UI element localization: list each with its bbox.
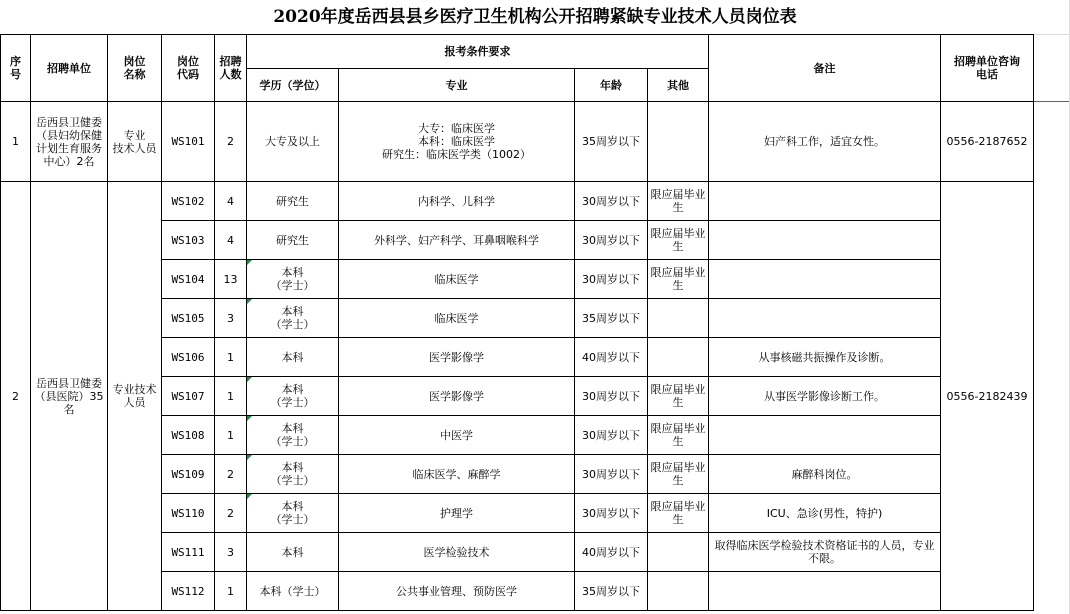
selection-line: [1033, 101, 1070, 102]
age-cell: 30周岁以下: [575, 416, 648, 455]
header-other: 其他: [648, 69, 709, 102]
major-cell: 医学影像学: [339, 338, 575, 377]
major-cell: 公共事业管理、预防医学: [339, 572, 575, 611]
position-code-cell: WS102: [162, 182, 215, 221]
education-cell: 本科 （学士）: [247, 377, 339, 416]
remarks-cell: 从事核磁共振操作及诊断。: [709, 338, 941, 377]
position-code-cell: WS107: [162, 377, 215, 416]
count-cell: 2: [215, 102, 247, 182]
page-title: 2020年度岳西县县乡医疗卫生机构公开招聘紧缺专业技术人员岗位表: [273, 7, 797, 27]
header-position-code: 岗位 代码: [162, 35, 215, 102]
education-cell: 研究生: [247, 221, 339, 260]
age-cell: 40周岁以下: [575, 533, 648, 572]
header-count: 招聘 人数: [215, 35, 247, 102]
remarks-cell: 从事医学影像诊断工作。: [709, 377, 941, 416]
header-seq: 序 号: [1, 35, 31, 102]
other-cell: 限应届毕业生: [648, 221, 709, 260]
header-unit: 招聘单位: [31, 35, 108, 102]
header-phone: 招聘单位咨询 电话: [941, 35, 1034, 102]
position-code-cell: WS110: [162, 494, 215, 533]
age-cell: 30周岁以下: [575, 182, 648, 221]
count-cell: 3: [215, 299, 247, 338]
position-code-cell: WS103: [162, 221, 215, 260]
other-cell: [648, 572, 709, 611]
position-code-cell: WS108: [162, 416, 215, 455]
age-cell: 40周岁以下: [575, 338, 648, 377]
remarks-cell: [709, 299, 941, 338]
header-position-name: 岗位 名称: [108, 35, 162, 102]
education-cell: 本科 （学士）: [247, 299, 339, 338]
other-cell: 限应届毕业生: [648, 377, 709, 416]
remarks-cell: [709, 416, 941, 455]
count-cell: 2: [215, 494, 247, 533]
other-cell: [648, 102, 709, 182]
unit-cell: 岳西县卫健委（县妇幼保健计划生育服务中心）2名: [31, 102, 108, 182]
remarks-cell: [709, 572, 941, 611]
count-cell: 4: [215, 221, 247, 260]
phone-cell: 0556-2187652: [941, 102, 1034, 182]
age-cell: 35周岁以下: [575, 572, 648, 611]
major-cell: 大专：临床医学 本科：临床医学 研究生：临床医学类（1002）: [339, 102, 575, 182]
count-cell: 1: [215, 416, 247, 455]
other-cell: 限应届毕业生: [648, 260, 709, 299]
age-cell: 35周岁以下: [575, 102, 648, 182]
education-cell: 本科: [247, 533, 339, 572]
education-cell: 本科: [247, 338, 339, 377]
count-cell: 3: [215, 533, 247, 572]
position-code-cell: WS106: [162, 338, 215, 377]
count-cell: 1: [215, 572, 247, 611]
education-cell: 本科 （学士）: [247, 455, 339, 494]
remarks-cell: 取得临床医学检验技术资格证书的人员，专业不限。: [709, 533, 941, 572]
age-cell: 35周岁以下: [575, 299, 648, 338]
count-cell: 1: [215, 338, 247, 377]
gridline: [1033, 34, 1070, 35]
position-code-cell: WS112: [162, 572, 215, 611]
position-name-cell: 专业 技术人员: [108, 102, 162, 182]
major-cell: 护理学: [339, 494, 575, 533]
other-cell: [648, 299, 709, 338]
education-cell: 本科 （学士）: [247, 494, 339, 533]
remarks-cell: 麻醉科岗位。: [709, 455, 941, 494]
remarks-cell: 妇产科工作，适宜女性。: [709, 102, 941, 182]
other-cell: 限应届毕业生: [648, 416, 709, 455]
count-cell: 13: [215, 260, 247, 299]
education-cell: 本科 （学士）: [247, 416, 339, 455]
count-cell: 4: [215, 182, 247, 221]
recruitment-table: [0, 34, 1034, 611]
age-cell: 30周岁以下: [575, 377, 648, 416]
age-cell: 30周岁以下: [575, 494, 648, 533]
education-cell: 本科 （学士）: [247, 260, 339, 299]
count-cell: 2: [215, 455, 247, 494]
other-cell: [648, 338, 709, 377]
major-cell: 医学影像学: [339, 377, 575, 416]
major-cell: 医学检验技术: [339, 533, 575, 572]
seq-cell: 2: [1, 182, 31, 611]
other-cell: 限应届毕业生: [648, 494, 709, 533]
education-cell: 本科（学士）: [247, 572, 339, 611]
other-cell: [648, 533, 709, 572]
unit-cell: 岳西县卫健委（县医院）35名: [31, 182, 108, 611]
major-cell: 内科学、儿科学: [339, 182, 575, 221]
position-code-cell: WS101: [162, 102, 215, 182]
other-cell: 限应届毕业生: [648, 182, 709, 221]
major-cell: 临床医学、麻醉学: [339, 455, 575, 494]
major-cell: 临床医学: [339, 299, 575, 338]
age-cell: 30周岁以下: [575, 260, 648, 299]
position-code-cell: WS109: [162, 455, 215, 494]
position-code-cell: WS105: [162, 299, 215, 338]
header-remarks: 备注: [709, 35, 941, 102]
position-code-cell: WS104: [162, 260, 215, 299]
header-major: 专业: [339, 69, 575, 102]
phone-cell: 0556-2182439: [941, 182, 1034, 611]
position-code-cell: WS111: [162, 533, 215, 572]
major-cell: 外科学、妇产科学、耳鼻咽喉科学: [339, 221, 575, 260]
header-age: 年龄: [575, 69, 648, 102]
position-name-cell: 专业技术 人员: [108, 182, 162, 611]
education-cell: 研究生: [247, 182, 339, 221]
remarks-cell: [709, 260, 941, 299]
remarks-cell: ICU、急诊(男性，特护): [709, 494, 941, 533]
remarks-cell: [709, 182, 941, 221]
other-cell: 限应届毕业生: [648, 455, 709, 494]
header-education: 学历（学位）: [247, 69, 339, 102]
major-cell: 临床医学: [339, 260, 575, 299]
remarks-cell: [709, 221, 941, 260]
table-row: [1, 182, 1034, 221]
header-requirements: 报考条件要求: [247, 35, 709, 69]
age-cell: 30周岁以下: [575, 455, 648, 494]
education-cell: 大专及以上: [247, 102, 339, 182]
seq-cell: 1: [1, 102, 31, 182]
table-row: [1, 102, 1034, 182]
major-cell: 中医学: [339, 416, 575, 455]
count-cell: 1: [215, 377, 247, 416]
age-cell: 30周岁以下: [575, 221, 648, 260]
